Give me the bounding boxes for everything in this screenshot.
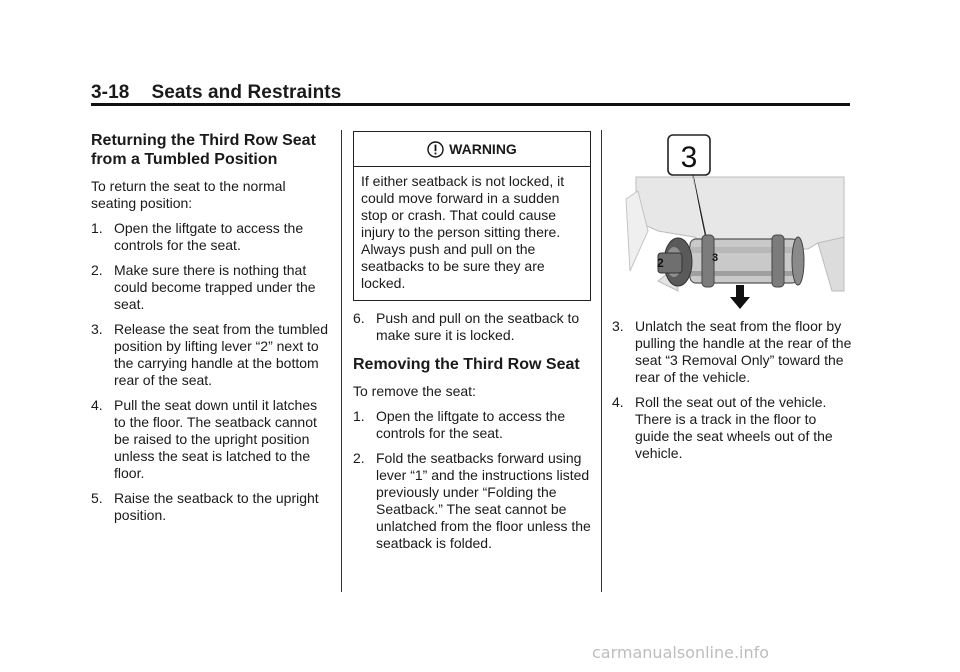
step-number: 4. (91, 397, 103, 413)
warning-header (354, 132, 590, 167)
list-item (91, 397, 331, 482)
step-text: Raise the seatback to the upright position. (114, 490, 319, 523)
step-text: Open the liftgate to access the controls for the seat. (376, 408, 566, 441)
warning-body: If either seatback is not locked, it could move forward in a sudden stop or crash. That could cause injury to the person sitting there. Always push and pull on the seatbacks to be sure they are locked. (361, 173, 565, 291)
list-item (353, 408, 591, 442)
steps-list-returning-cont (353, 310, 591, 344)
column-2 (353, 131, 591, 560)
step-text: Unlatch the seat from the floor by pulling the handle at the rear of the seat “3 Removal Only” toward the rear of the vehicle. (635, 318, 852, 385)
list-item (353, 310, 591, 344)
intro-text: To remove the seat: (353, 383, 476, 399)
step-number: 6. (353, 310, 365, 326)
intro-text: To return the seat to the normal seating position: (91, 178, 286, 211)
column-3 (612, 131, 852, 470)
step-number: 1. (353, 408, 365, 424)
warning-box (353, 131, 591, 301)
column-1 (91, 131, 331, 532)
list-item (91, 220, 331, 254)
list-item (91, 262, 331, 313)
step-number: 3. (91, 321, 103, 337)
callout-3: 3 (680, 141, 698, 174)
step-number: 1. (91, 220, 103, 236)
warning-title: WARNING (449, 140, 517, 157)
seat-latch-diagram (618, 131, 850, 309)
seat-removal-illustration (618, 131, 850, 309)
list-item (612, 394, 852, 462)
step-number: 2. (91, 262, 103, 278)
list-item (353, 450, 591, 552)
page-number: 3-18 (91, 82, 130, 103)
list-item (91, 490, 331, 524)
step-text: Roll the seat out of the vehicle. There is a track in the floor to guide the seat wheels out of the vehicle. (635, 394, 833, 461)
column-divider-2 (601, 130, 602, 592)
step-number: 3. (612, 318, 624, 334)
step-text: Release the seat from the tumbled position by lifting lever “2” next to the carrying handle at the bottom rear of the seat. (114, 321, 329, 388)
steps-list-removing (353, 408, 591, 552)
step-text: Pull the seat down until it latches to the floor. The seatback cannot be raised to the upright position unless the seat is latched to the floor. (114, 397, 318, 481)
warning-circle-icon (427, 141, 444, 158)
handle-3-label: 3 (712, 252, 719, 264)
step-number: 5. (91, 490, 103, 506)
steps-list-removing-cont (612, 318, 852, 462)
column-divider-1 (341, 130, 342, 592)
step-text: Make sure there is nothing that could become trapped under the seat. (114, 262, 316, 312)
header-rule (91, 103, 850, 106)
list-item (612, 318, 852, 386)
page-header (91, 82, 851, 104)
step-text: Push and pull on the seatback to make sure it is locked. (376, 310, 580, 343)
lever-2-label: 2 (657, 256, 664, 270)
step-text: Fold the seatbacks forward using lever “1” and the instructions listed previously under “Folding the Seatback.” The seat cannot be unlatched from the floor unless the seatback is folded. (376, 450, 591, 551)
step-number: 4. (612, 394, 624, 410)
step-text: Open the liftgate to access the controls for the seat. (114, 220, 304, 253)
section-heading-returning: Returning the Third Row Seat from a Tumbled Position (91, 132, 316, 168)
section-heading-removing: Removing the Third Row Seat (353, 356, 580, 373)
list-item (91, 321, 331, 389)
section-title: Seats and Restraints (151, 82, 342, 103)
step-number: 2. (353, 450, 365, 466)
arrow-down-icon (730, 285, 750, 309)
steps-list-returning (91, 220, 331, 524)
watermark: carmanualsonline.info (592, 643, 770, 662)
